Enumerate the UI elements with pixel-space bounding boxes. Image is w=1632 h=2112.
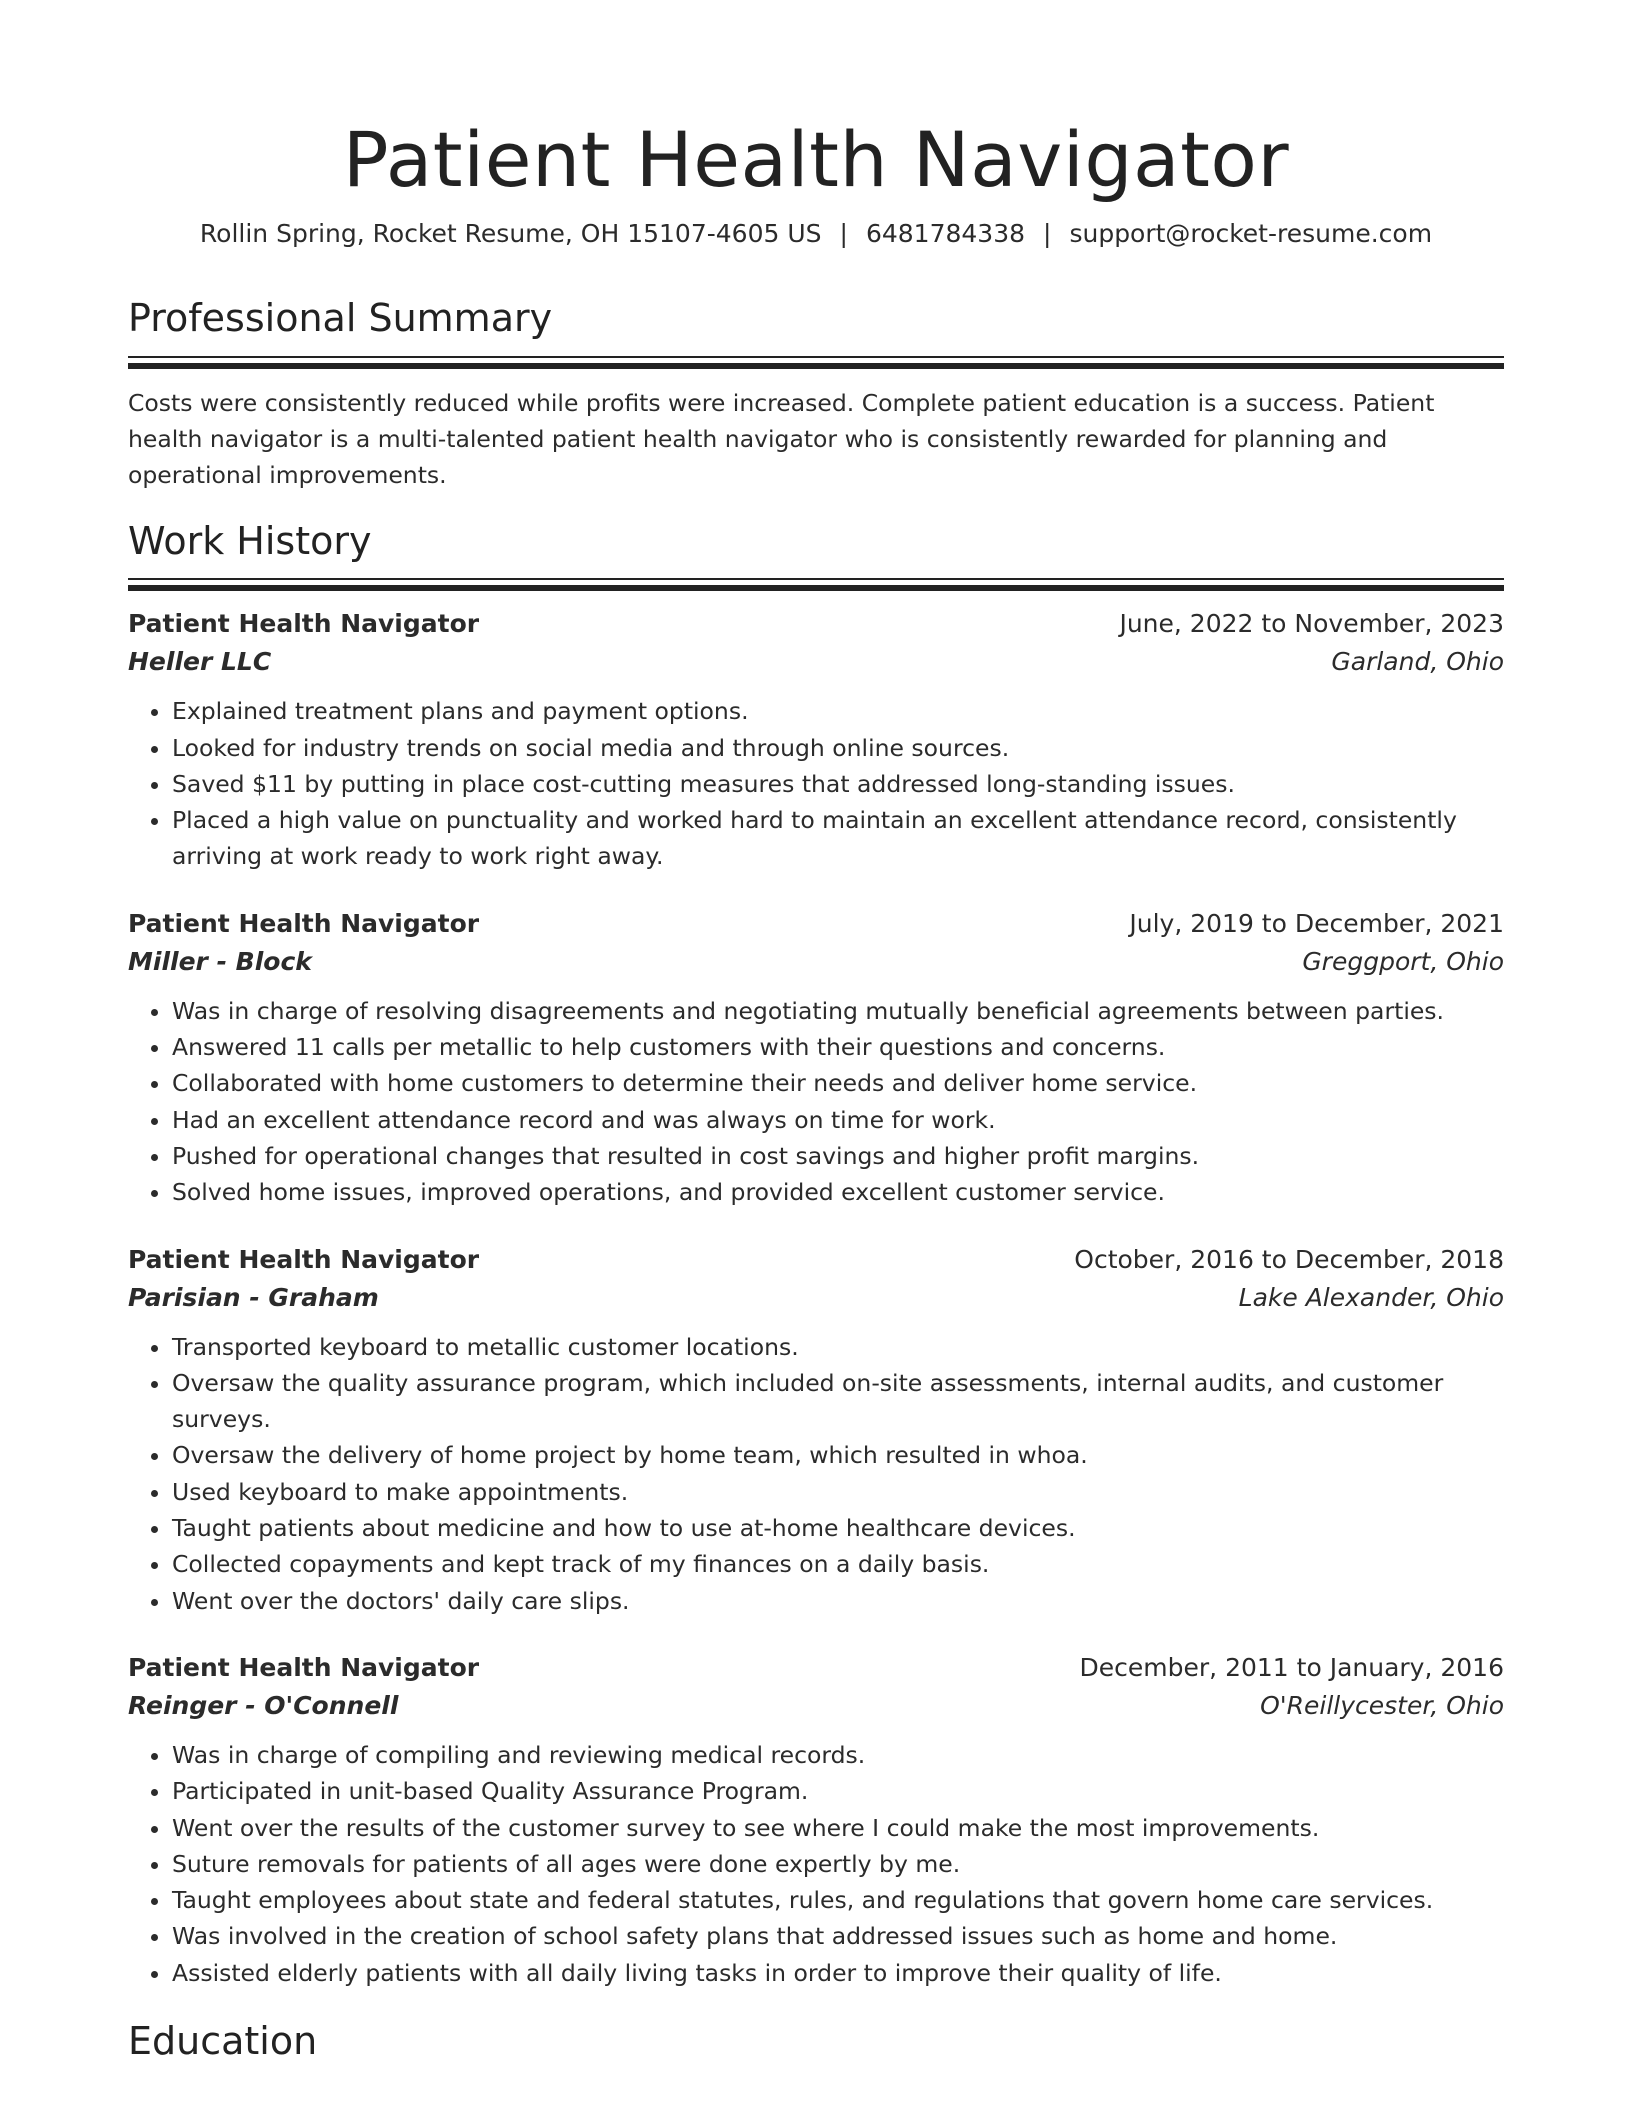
job-bullets	[128, 1737, 1504, 1991]
job-bullet: • Solved home issues, improved operations, and provided excellent customer service.	[172, 1174, 1504, 1210]
job-dates: July, 2019 to December, 2021	[1129, 908, 1504, 938]
job-entry	[128, 1241, 1504, 1619]
job-bullet: • Went over the results of the customer survey to see where I could make the most improvements.	[172, 1810, 1504, 1846]
job-title: Patient Health Navigator	[128, 908, 480, 938]
job-bullet: • Assisted elderly patients with all daily living tasks in order to improve their quality of life.	[172, 1955, 1504, 1991]
contact-line	[128, 218, 1504, 251]
job-bullet: • Explained treatment plans and payment options.	[172, 693, 1504, 729]
job-header	[128, 1241, 1504, 1279]
job-bullet: • Oversaw the delivery of home project by home team, which resulted in whoa.	[172, 1437, 1504, 1473]
job-entry	[128, 605, 1504, 874]
job-company: Miller - Block	[128, 946, 312, 976]
job-bullet: • Looked for industry trends on social media and through online sources.	[172, 730, 1504, 766]
job-bullet: • Taught employees about state and federal statutes, rules, and regulations that govern home care services.	[172, 1882, 1504, 1918]
job-title: Patient Health Navigator	[128, 1244, 480, 1274]
job-bullets	[128, 1329, 1504, 1619]
job-bullet: • Pushed for operational changes that resulted in cost savings and higher profit margins.	[172, 1138, 1504, 1174]
contact-email: support@rocket-resume.com	[1069, 218, 1433, 248]
job-bullets	[128, 993, 1504, 1211]
job-bullet: • Collected copayments and kept track of my finances on a daily basis.	[172, 1546, 1504, 1582]
job-bullet: • Used keyboard to make appointments.	[172, 1474, 1504, 1510]
job-subheader	[128, 1279, 1504, 1317]
section-divider	[128, 356, 1504, 369]
job-subheader	[128, 1687, 1504, 1725]
job-dates: June, 2022 to November, 2023	[1119, 609, 1504, 639]
job-bullet: • Was in charge of compiling and reviewing medical records.	[172, 1737, 1504, 1773]
job-title: Patient Health Navigator	[128, 1652, 480, 1682]
contact-separator: |	[1043, 218, 1052, 248]
section-title-summary: Professional Summary	[128, 296, 553, 341]
job-header	[128, 605, 1504, 643]
job-company: Reinger - O'Connell	[128, 1690, 399, 1720]
job-bullet: • Went over the doctors' daily care slips.	[172, 1583, 1504, 1619]
job-bullet: • Was in charge of resolving disagreements and negotiating mutually beneficial agreements between parties.	[172, 993, 1504, 1029]
job-subheader	[128, 943, 1504, 981]
job-bullet: • Suture removals for patients of all ages were done expertly by me.	[172, 1846, 1504, 1882]
section-title-work-history: Work History	[128, 518, 372, 563]
job-header	[128, 905, 1504, 943]
job-location: O'Reillycester, Ohio	[1260, 1690, 1504, 1720]
job-bullets	[128, 693, 1504, 874]
job-company: Parisian - Graham	[128, 1282, 379, 1312]
job-bullet: • Answered 11 calls per metallic to help customers with their questions and concerns.	[172, 1029, 1504, 1065]
job-entry	[128, 1649, 1504, 1991]
job-title: Patient Health Navigator	[128, 609, 480, 639]
section-title-education: Education	[128, 2019, 318, 2063]
job-entry	[128, 905, 1504, 1211]
job-company: Heller LLC	[128, 647, 272, 677]
job-dates: October, 2016 to December, 2018	[1074, 1244, 1504, 1274]
contact-separator: |	[839, 218, 848, 248]
contact-phone: 6481784338	[865, 218, 1026, 248]
job-location: Lake Alexander, Ohio	[1238, 1282, 1504, 1312]
job-location: Garland, Ohio	[1331, 647, 1504, 677]
contact-address: Rollin Spring, Rocket Resume, OH 15107-4605 US	[199, 218, 822, 248]
summary-text: Costs were consistently reduced while profits were increased. Complete patient education is a success. Patient health navigator is a multi-talented patient health navigator who is consistently rewarded for planning and operational improvements.	[128, 388, 1435, 489]
job-dates: December, 2011 to January, 2016	[1079, 1652, 1504, 1682]
resume-page	[128, 0, 1504, 2065]
job-bullet: • Transported keyboard to metallic customer locations.	[172, 1329, 1504, 1365]
job-bullet: • Was involved in the creation of school safety plans that addressed issues such as home and home.	[172, 1918, 1504, 1954]
resume-name: Patient Health Navigator	[342, 115, 1290, 204]
job-location: Greggport, Ohio	[1302, 946, 1504, 976]
job-subheader	[128, 643, 1504, 681]
job-bullet: • Placed a high value on punctuality and worked hard to maintain an excellent attendance record, consistently arriving at work ready to work right away.	[172, 802, 1504, 875]
job-bullet: • Collaborated with home customers to determine their needs and deliver home service.	[172, 1065, 1504, 1101]
section-divider	[128, 578, 1504, 591]
job-bullet: • Participated in unit-based Quality Assurance Program.	[172, 1773, 1504, 1809]
job-bullet: • Saved $11 by putting in place cost-cutting measures that addressed long-standing issues.	[172, 766, 1504, 802]
job-bullet: • Had an excellent attendance record and was always on time for work.	[172, 1102, 1504, 1138]
job-bullet: • Taught patients about medicine and how to use at-home healthcare devices.	[172, 1510, 1504, 1546]
job-bullet: • Oversaw the quality assurance program, which included on-site assessments, internal audits, and customer surveys.	[172, 1365, 1504, 1438]
job-header	[128, 1649, 1504, 1687]
